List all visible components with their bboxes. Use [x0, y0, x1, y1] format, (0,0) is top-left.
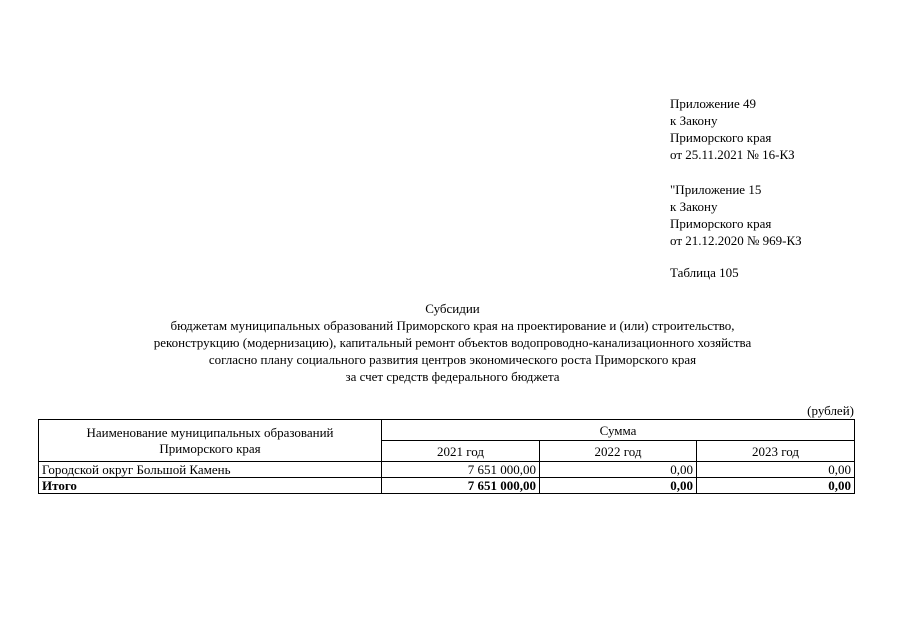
- total-value-cell: 0,00: [697, 478, 855, 494]
- appendix-line: Приложение 49: [670, 96, 757, 111]
- title-line: согласно плану социального развития центров экономического роста Приморского края: [208, 352, 697, 367]
- document-title: [0, 300, 905, 385]
- appendix-line: от 25.11.2021 № 16-КЗ: [670, 147, 795, 162]
- total-value-cell: 0,00: [540, 478, 697, 494]
- appendix-line: к Закону: [670, 199, 718, 214]
- row-value-cell: 7 651 000,00: [382, 462, 540, 478]
- header-name-line: Приморского края: [159, 440, 261, 456]
- table-header-row: [39, 420, 855, 441]
- total-name-cell: Итого: [39, 478, 382, 494]
- title-line: за счет средств федерального бюджета: [345, 369, 560, 384]
- title-line: Субсидии: [425, 301, 480, 316]
- header-name-line: Наименование муниципальных образований: [86, 424, 334, 440]
- appendix-line: Приморского края: [670, 216, 772, 231]
- header-sum-cell: Сумма: [382, 420, 855, 441]
- title-line: бюджетам муниципальных образований Приморского края на проектирование и (или) строительство,: [170, 318, 735, 333]
- appendix-line: к Закону: [670, 113, 718, 128]
- row-name-cell: Городской округ Большой Камень: [39, 462, 382, 478]
- total-value-cell: 7 651 000,00: [382, 478, 540, 494]
- title-line: реконструкцию (модернизацию), капитальный ремонт объектов водопроводно-канализационного хозяйства: [153, 335, 752, 350]
- table-number: Таблица 105: [670, 265, 739, 280]
- appendix-line: Приморского края: [670, 130, 772, 145]
- appendix-header-previous: [670, 181, 802, 249]
- appendix-line: "Приложение 15: [670, 182, 762, 197]
- row-value-cell: 0,00: [697, 462, 855, 478]
- header-year-cell: 2022 год: [540, 441, 697, 462]
- table-total-row: [39, 478, 855, 494]
- row-value-cell: 0,00: [540, 462, 697, 478]
- header-name-cell: [39, 420, 382, 462]
- header-year-cell: 2021 год: [382, 441, 540, 462]
- appendix-header-current: [670, 95, 795, 163]
- appendix-line: от 21.12.2020 № 969-КЗ: [670, 233, 802, 248]
- table-row: [39, 462, 855, 478]
- budget-table: [38, 419, 855, 494]
- header-year-cell: 2023 год: [697, 441, 855, 462]
- units-label: (рублей): [807, 403, 854, 418]
